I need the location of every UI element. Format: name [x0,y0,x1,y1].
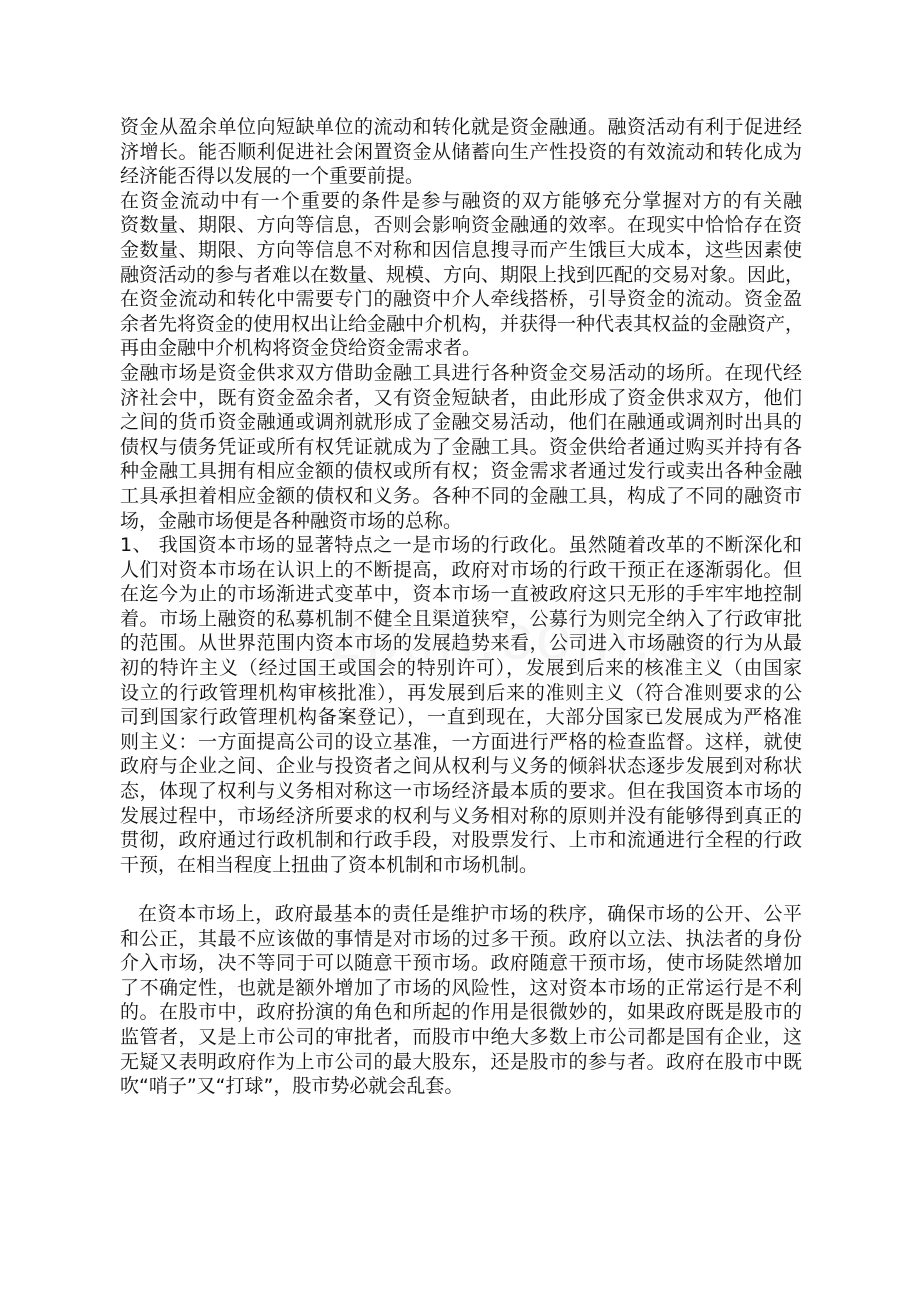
paragraph-administrative-market [120,533,802,877]
text-line: 种金融工具拥有相应金额的债权或所有权；资金需求者通过发行或卖出各种金融 [120,460,802,483]
text-line: 的范围。从世界范围内资本市场的发展趋势来看，公司进入市场融资的行为从最 [120,632,802,655]
text-line: 金融市场是资金供求双方借助金融工具进行各种资金交易活动的场所。在现代经 [120,361,802,384]
text-line: 债权与债务凭证或所有权凭证就成为了金融工具。资金供给者通过购买并持有各 [120,435,802,458]
text-line: 余者先将资金的使用权出让给金融中介机构，并获得一种代表其权益的金融资产， [120,312,805,335]
text-line: 政府与企业之间、企业与投资者之间从权利与义务的倾斜状态逐步发展到对称状 [120,755,802,778]
text-line: 金数量、期限、方向等信息不对称和因信息搜寻而产生饿巨大成本，这些因素使 [120,238,802,261]
text-line: 的。在股市中，政府扮演的角色和所起的作用是很微妙的，如果政府既是股市的 [120,1001,802,1024]
text-line: 设立的行政管理机构审核批准），再发展到后来的准则主义（符合准则要求的公 [120,681,802,704]
text-line: 经济能否得以发展的一个重要前提。 [120,165,425,188]
paragraph-information-asymmetry [120,189,805,361]
text-line: 和公正，其最不应该做的事情是对市场的过多干预。政府以立法、执法者的身份 [120,927,802,950]
text-line: 资数量、期限、方向等信息，否则会影响资金融通的效率。在现实中恰恰存在资 [120,214,802,237]
text-line: 监管者，又是上市公司的审批者，而股市中绝大多数上市公司都是国有企业，这 [120,1025,802,1048]
text-line: 在资金流动和转化中需要专门的融资中介人牵线搭桥，引导资金的流动。资金盈 [120,288,802,311]
text-line: 1、 我国资本市场的显著特点之一是市场的行政化。虽然随着改革的不断深化和 [120,534,802,557]
text-line: 吹“哨子”又“打球”，股市势必就会乱套。 [120,1075,464,1098]
text-line: 了不确定性，也就是额外增加了市场的风险性，这对资本市场的正常运行是不利 [120,976,802,999]
text-line: 介入市场，决不等同于可以随意干预市场。政府随意干预市场，使市场陡然增加 [120,952,802,975]
text-line: 济社会中，既有资金盈余者，又有资金短缺者，由此形成了资金供求双方，他们 [120,386,802,409]
text-line: 在资本市场上，政府最基本的责任是维护市场的秩序，确保市场的公开、公平 [138,903,802,925]
text-line: 无疑又表明政府作为上市公司的最大股东，还是股市的参与者。政府在股市中既 [120,1050,802,1073]
text-line: 人们对资本市场在认识上的不断提高，政府对市场的行政干预正在逐渐弱化。但 [120,558,802,581]
document-body [120,115,805,1099]
paragraph-financing-intro [120,115,802,189]
text-line: 再由金融中介机构将资金贷给资金需求者。 [120,337,482,360]
text-line: 在资金流动中有一个重要的条件是参与融资的双方能够充分掌握对方的有关融 [120,189,802,212]
text-line: 着。市场上融资的私募机制不健全且渠道狭窄，公募行为则完全纳入了行政审批 [120,607,802,630]
text-line: 贯彻，政府通过行政机制和行政手段，对股票发行、上市和流通进行全程的行政 [120,829,802,852]
text-line: 融资活动的参与者难以在数量、规模、方向、期限上找到匹配的交易对象。因此， [120,263,805,286]
text-line: 资金从盈余单位向短缺单位的流动和转化就是资金融通。融资活动有利于促进经 [120,116,802,138]
text-line: 司到国家行政管理机构备案登记），一直到现在，大部分国家已发展成为严格准 [120,706,802,729]
text-line: 济增长。能否顺利促进社会闲置资金从储蓄向生产性投资的有效流动和转化成为 [120,140,802,163]
text-line: 工具承担着相应金额的债权和义务。各种不同的金融工具，构成了不同的融资市 [120,484,802,507]
paragraph-financial-market [120,361,802,533]
paragraph-government-role [120,902,802,1099]
text-line: 则主义：一方面提高公司的设立基准，一方面进行严格的检查监督。这样，就使 [120,730,802,753]
text-line: 干预，在相当程度上扭曲了资本机制和市场机制。 [120,853,539,876]
text-line: 初的特许主义（经过国王或国会的特别许可），发展到后来的核准主义（由国家 [120,657,802,680]
text-line: 场，金融市场便是各种融资市场的总称。 [120,509,463,532]
text-line: 发展过程中，市场经济所要求的权利与义务相对称的原则并没有能够得到真正的 [120,804,802,827]
text-line: 态，体现了权利与义务相对称这一市场经济最本质的要求。但在我国资本市场的 [120,780,802,803]
text-line: 在迄今为止的市场渐进式变革中，资本市场一直被政府这只无形的手牢牢地控制 [120,583,802,606]
text-line: 之间的货币资金融通或调剂就形成了金融交易活动，他们在融通或调剂时出具的 [120,411,802,434]
paragraph-spacer [120,877,802,902]
